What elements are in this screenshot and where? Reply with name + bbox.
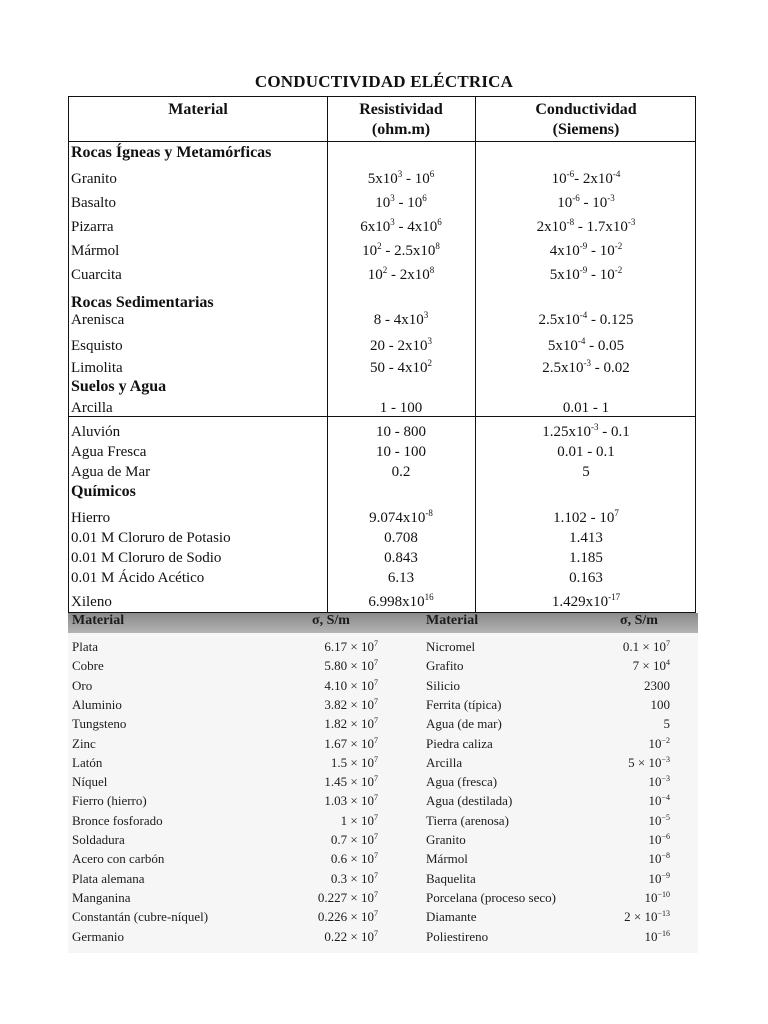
exponent: 6 [437, 217, 442, 227]
exponent: −10 [657, 889, 670, 899]
exponent: 7 [374, 735, 378, 745]
value-text: - 0.05 [585, 338, 625, 354]
exponent: 7 [374, 696, 378, 706]
value-text: - 2.5x10 [381, 243, 436, 259]
sigma-row-value [218, 639, 378, 655]
sigma-row-value [538, 832, 670, 848]
value-text: 1.185 [569, 550, 603, 566]
value-text: - 10 [587, 243, 615, 259]
row-resistividad [327, 360, 475, 377]
value-text: 10 [367, 267, 383, 283]
exponent: 6 [422, 193, 427, 203]
value-text: 10 [551, 171, 567, 187]
row-resistividad [327, 400, 475, 417]
row-material: Agua Fresca [71, 444, 147, 460]
row-resistividad [327, 550, 475, 567]
header-material: Material [168, 101, 228, 118]
exponent: −5 [661, 812, 670, 822]
row-material: Esquisto [71, 338, 123, 354]
sigma-row-material: Diamante [426, 909, 477, 925]
value-text: 6x10 [360, 219, 391, 235]
row-conductividad [475, 594, 697, 611]
exponent: -2 [614, 265, 623, 275]
value-text: 4x10 [549, 243, 580, 259]
row-conductividad [475, 510, 697, 527]
sigma-row-material: Ferrita (típica) [426, 696, 502, 712]
exponent: 16 [424, 592, 434, 602]
value-text: 10 [362, 243, 378, 259]
exponent: 7 [374, 832, 378, 841]
value-text: 0.226 × 10 [317, 909, 374, 925]
exponent: 7 [374, 812, 378, 822]
sigma-row-material: Arcilla [426, 754, 463, 770]
row-resistividad [327, 530, 475, 547]
sigma-row-value [538, 716, 670, 732]
sigma-row-value [218, 929, 378, 945]
sigma-row-material: Granito [426, 832, 466, 847]
value-text: 0.843 [384, 550, 418, 566]
sigma-row-material: Manganina [72, 889, 131, 905]
row-resistividad [327, 424, 475, 441]
sigma-row-material: Latón [72, 754, 103, 770]
exponent: 2 [377, 241, 382, 251]
value-text: - 4x10 [394, 219, 438, 235]
row-conductividad [475, 570, 697, 587]
sigma-row-material: Agua (de mar) [426, 716, 502, 732]
exponent: 3 [390, 217, 395, 227]
header-band [68, 613, 698, 633]
sigma-row-material: Grafito [426, 658, 464, 674]
value-text: 5x10 [547, 338, 578, 354]
sigma-row-material: Piedra caliza [426, 735, 493, 751]
exponent: −3 [661, 774, 670, 784]
exponent: −16 [657, 928, 670, 938]
row-material: 0.01 M Ácido Acético [71, 570, 205, 586]
exponent: 3 [427, 336, 432, 346]
section-heading: Rocas Sedimentarias [71, 294, 214, 311]
value-text: 10 [557, 195, 573, 211]
exponent: 7 [374, 909, 378, 919]
value-text: 10 - 800 [376, 424, 426, 440]
value-text: 0.7 × 10 [330, 832, 374, 847]
exponent: −2 [661, 735, 670, 745]
sigma-row-material: Germanio [72, 928, 124, 944]
sigma-row-value [538, 871, 670, 887]
section-heading: Rocas Ígneas y Metamórficas [71, 144, 272, 161]
exponent: 7 [374, 928, 378, 938]
row-conductividad [475, 267, 697, 284]
sigma-row-value [218, 909, 378, 925]
row-material: Arcilla [71, 400, 113, 416]
value-text: - 2x10 [387, 267, 430, 283]
value-text: 2.5x10 [538, 312, 580, 328]
header-material-left: Material [72, 613, 125, 628]
row-resistividad [327, 570, 475, 587]
sigma-row-value [218, 736, 378, 752]
value-text: 6.998x10 [368, 594, 425, 610]
value-text: 0.01 - 0.1 [557, 444, 615, 460]
sigma-row-value [538, 678, 670, 694]
sigma-row-value [218, 832, 378, 848]
value-text: 0.227 × 10 [317, 889, 374, 905]
value-text: 6.17 × 10 [324, 639, 374, 654]
header-sigma-right: σ, S/m [620, 613, 658, 628]
sigma-row-value [218, 755, 378, 771]
exponent: 7 [374, 716, 378, 726]
exponent: 7 [374, 639, 378, 648]
sigma-row-material: Baquelita [426, 870, 476, 886]
value-text: 2x10 [536, 219, 567, 235]
row-material: Xileno [71, 594, 112, 610]
row-material: 0.01 M Cloruro de Sodio [71, 550, 222, 566]
value-text: 20 - 2x10 [370, 338, 428, 354]
exponent: -8 [425, 508, 433, 518]
exponent: −4 [661, 793, 670, 803]
header-material-right: Material [426, 613, 479, 628]
sigma-row-value [538, 909, 670, 925]
value-text: 2300 [644, 677, 670, 693]
value-text: 100 [650, 696, 670, 712]
value-text: 5 [663, 716, 670, 732]
section-heading: Químicos [71, 483, 136, 500]
sigma-row-material: Zinc [72, 735, 96, 751]
header-conductividad: Conductividad [535, 101, 637, 118]
exponent: 7 [374, 870, 378, 880]
row-conductividad [475, 195, 697, 212]
value-text: 10 [648, 812, 662, 828]
row-conductividad [475, 243, 697, 260]
sigma-row-material: Tungsteno [72, 716, 127, 732]
value-text: 1 × 10 [340, 812, 374, 828]
exponent: 7 [614, 508, 619, 518]
row-material: Limolita [71, 360, 123, 376]
exponent: 7 [666, 639, 670, 648]
header-resistividad: Resistividad [359, 101, 443, 118]
value-text: 1.429x10 [551, 594, 609, 610]
exponent: 7 [374, 774, 378, 784]
exponent: -2 [614, 241, 623, 251]
row-conductividad [475, 530, 697, 547]
value-text: 10 - 100 [376, 444, 426, 460]
exponent: 8 [435, 241, 440, 251]
sigma-row-value [218, 793, 378, 809]
row-conductividad [475, 338, 697, 355]
exponent: -6 [566, 169, 575, 179]
sigma-row-value [218, 890, 378, 906]
exponent: -3 [627, 217, 636, 227]
row-resistividad [327, 243, 475, 260]
value-text: - 10 [579, 195, 608, 211]
exponent: 8 [429, 265, 435, 275]
value-text: - 1.7x10 [574, 219, 628, 235]
value-text: 5.80 × 10 [324, 658, 374, 674]
exponent: −3 [661, 754, 670, 764]
sigma-row-material: Nicromel [426, 639, 476, 654]
row-material: Mármol [71, 243, 120, 259]
conductivity-sigma-table [68, 613, 698, 953]
value-text: - 10 [587, 267, 615, 283]
value-text: 10 [648, 832, 662, 847]
value-text: 9.074x10 [369, 510, 426, 526]
sigma-row-material: Tierra (arenosa) [426, 812, 509, 828]
value-text: 1.03 × 10 [324, 793, 374, 809]
row-material: Agua de Mar [71, 464, 151, 480]
exponent: −8 [661, 851, 670, 861]
section-heading: Suelos y Agua [71, 378, 167, 395]
row-conductividad [475, 360, 697, 377]
sigma-row-value [218, 813, 378, 829]
sigma-row-value [538, 890, 670, 906]
row-conductividad [475, 444, 697, 461]
value-text: - 0.02 [591, 360, 630, 376]
exponent: -3 [607, 193, 615, 203]
value-text: 0.163 [569, 570, 603, 586]
exponent: 3 [423, 310, 429, 320]
row-material: Basalto [71, 195, 116, 211]
value-text: 10 [648, 774, 662, 790]
sigma-row-material: Poliestireno [426, 928, 489, 944]
value-text: 5 × 10 [628, 754, 662, 770]
exponent: -6 [572, 193, 580, 203]
sigma-row-value [538, 774, 670, 790]
sigma-row-value [538, 639, 670, 655]
value-text: - 0.125 [587, 312, 634, 328]
row-resistividad [327, 267, 475, 284]
value-text: 10 [648, 870, 662, 886]
exponent: -4 [577, 336, 586, 346]
value-text: 0.2 [391, 464, 411, 480]
value-text: 1.5 × 10 [330, 754, 374, 770]
row-material: Granito [71, 171, 117, 187]
exponent: 6 [429, 169, 435, 179]
value-text: 2 × 10 [624, 909, 658, 925]
sigma-row-material: Fierro (hierro) [72, 793, 147, 809]
header-divider [69, 141, 695, 142]
value-text: 0.708 [384, 530, 418, 546]
sigma-row-value [218, 697, 378, 713]
sigma-row-material: Plata [72, 639, 98, 654]
sigma-row-material: Silicio [426, 677, 460, 693]
value-text: 1.102 - 10 [553, 510, 615, 526]
value-text: 2.5x10 [542, 360, 584, 376]
sigma-row-value [218, 851, 378, 867]
header-conductividad-unit: (Siemens) [552, 121, 620, 138]
sigma-row-material: Soldadura [72, 832, 125, 847]
value-text: - 0.1 [598, 424, 630, 440]
row-resistividad [327, 171, 475, 188]
sigma-row-material: Constantán (cubre-níquel) [72, 909, 209, 925]
sigma-row-material: Aluminio [72, 696, 122, 712]
value-text: 0.01 - 1 [562, 400, 610, 416]
exponent: −6 [661, 832, 670, 841]
exponent: 3 [397, 169, 403, 179]
sigma-row-material: Agua (fresca) [426, 774, 498, 790]
row-resistividad [327, 195, 475, 212]
sigma-row-value [538, 736, 670, 752]
sigma-row-value [538, 851, 670, 867]
exponent: -3 [583, 358, 591, 368]
sigma-row-value [538, 658, 670, 674]
sigma-row-material: Plata alemana [72, 870, 145, 886]
exponent: 2 [427, 358, 432, 368]
row-resistividad [327, 594, 475, 611]
value-text: 1 - 100 [379, 400, 423, 416]
sigma-row-material: Mármol [426, 851, 468, 867]
value-text: 0.1 × 10 [622, 639, 666, 654]
row-material: Cuarcita [71, 267, 122, 283]
sigma-row-value [538, 929, 670, 945]
value-text: 10 [644, 889, 658, 905]
row-conductividad [475, 424, 697, 441]
value-text: 6.13 [387, 570, 415, 586]
exponent: -17 [608, 592, 621, 602]
sigma-row-material: Porcelana (proceso seco) [426, 889, 556, 905]
value-text: 1.82 × 10 [324, 716, 374, 732]
value-text: 1.413 [569, 530, 603, 546]
exponent: 3 [390, 193, 395, 203]
row-resistividad [327, 510, 475, 527]
value-text: 10 [648, 735, 662, 751]
exponent: −13 [657, 909, 670, 919]
row-conductividad [475, 171, 697, 188]
value-text: 50 - 4x10 [370, 360, 428, 376]
value-text: 8 - 4x10 [373, 312, 424, 328]
value-text: - 10 [402, 171, 430, 187]
value-text: 5x10 [549, 267, 580, 283]
value-text: - 10 [394, 195, 423, 211]
sigma-row-value [218, 871, 378, 887]
value-text: 1.67 × 10 [324, 735, 374, 751]
value-text: 5 [582, 464, 590, 480]
sigma-row-value [538, 813, 670, 829]
value-text: 1.45 × 10 [324, 774, 374, 790]
exponent: 7 [374, 889, 378, 899]
row-resistividad [327, 312, 475, 329]
header-resistividad-unit: (ohm.m) [371, 121, 431, 138]
sigma-row-material: Cobre [72, 658, 104, 674]
value-text: 5x10 [367, 171, 398, 187]
exponent: 4 [666, 658, 670, 668]
exponent: -3 [591, 422, 599, 432]
sigma-row-value [538, 793, 670, 809]
value-text: 10 [648, 793, 662, 809]
row-material: Hierro [71, 510, 111, 526]
exponent: -9 [579, 265, 588, 275]
value-text: 10 [644, 928, 658, 944]
value-text: 4.10 × 10 [324, 677, 374, 693]
sigma-row-value [538, 755, 670, 771]
value-text: 1.25x10 [542, 424, 591, 440]
sigma-row-value [218, 716, 378, 732]
exponent: 2 [382, 265, 388, 275]
sigma-row-value [218, 678, 378, 694]
value-text: 3.82 × 10 [324, 696, 374, 712]
exponent: 7 [374, 658, 378, 668]
exponent: 7 [374, 677, 378, 687]
row-conductividad [475, 312, 697, 329]
exponent: -4 [579, 310, 588, 320]
value-text: 10 [648, 851, 662, 867]
exponent: -9 [579, 241, 588, 251]
value-text: 0.3 × 10 [330, 870, 374, 886]
sigma-row-value [218, 658, 378, 674]
row-resistividad [327, 219, 475, 236]
row-conductividad [475, 400, 697, 417]
exponent: 7 [374, 754, 378, 764]
row-resistividad [327, 444, 475, 461]
row-conductividad [475, 550, 697, 567]
value-text: 7 × 10 [632, 658, 666, 674]
row-material: Arenisca [71, 312, 125, 328]
sigma-row-material: Níquel [72, 774, 108, 790]
sigma-row-material: Acero con carbón [72, 851, 165, 867]
row-resistividad [327, 464, 475, 481]
value-text: - 2x10 [574, 171, 613, 187]
row-conductividad [475, 464, 697, 481]
sigma-row-material: Bronce fosforado [72, 812, 163, 828]
value-text: 0.6 × 10 [330, 851, 374, 867]
row-material: 0.01 M Cloruro de Potasio [71, 530, 231, 546]
exponent: 7 [374, 851, 378, 861]
value-text: 10 [375, 195, 391, 211]
row-resistividad [327, 338, 475, 355]
sigma-row-material: Oro [72, 677, 93, 693]
exponent: -4 [612, 169, 621, 179]
exponent: −9 [661, 870, 670, 880]
resistivity-conductivity-table [68, 96, 696, 613]
document-title: CONDUCTIVIDAD ELÉCTRICA [254, 72, 514, 91]
value-text: 0.22 × 10 [324, 928, 374, 944]
exponent: 7 [374, 793, 378, 803]
row-conductividad [475, 219, 697, 236]
row-material: Aluvión [71, 424, 121, 440]
header-sigma-left: σ, S/m [312, 613, 350, 628]
sigma-row-material: Agua (destilada) [426, 793, 513, 809]
row-material: Pizarra [71, 219, 114, 235]
exponent: -8 [566, 217, 575, 227]
sigma-row-value [218, 774, 378, 790]
sigma-row-value [538, 697, 670, 713]
